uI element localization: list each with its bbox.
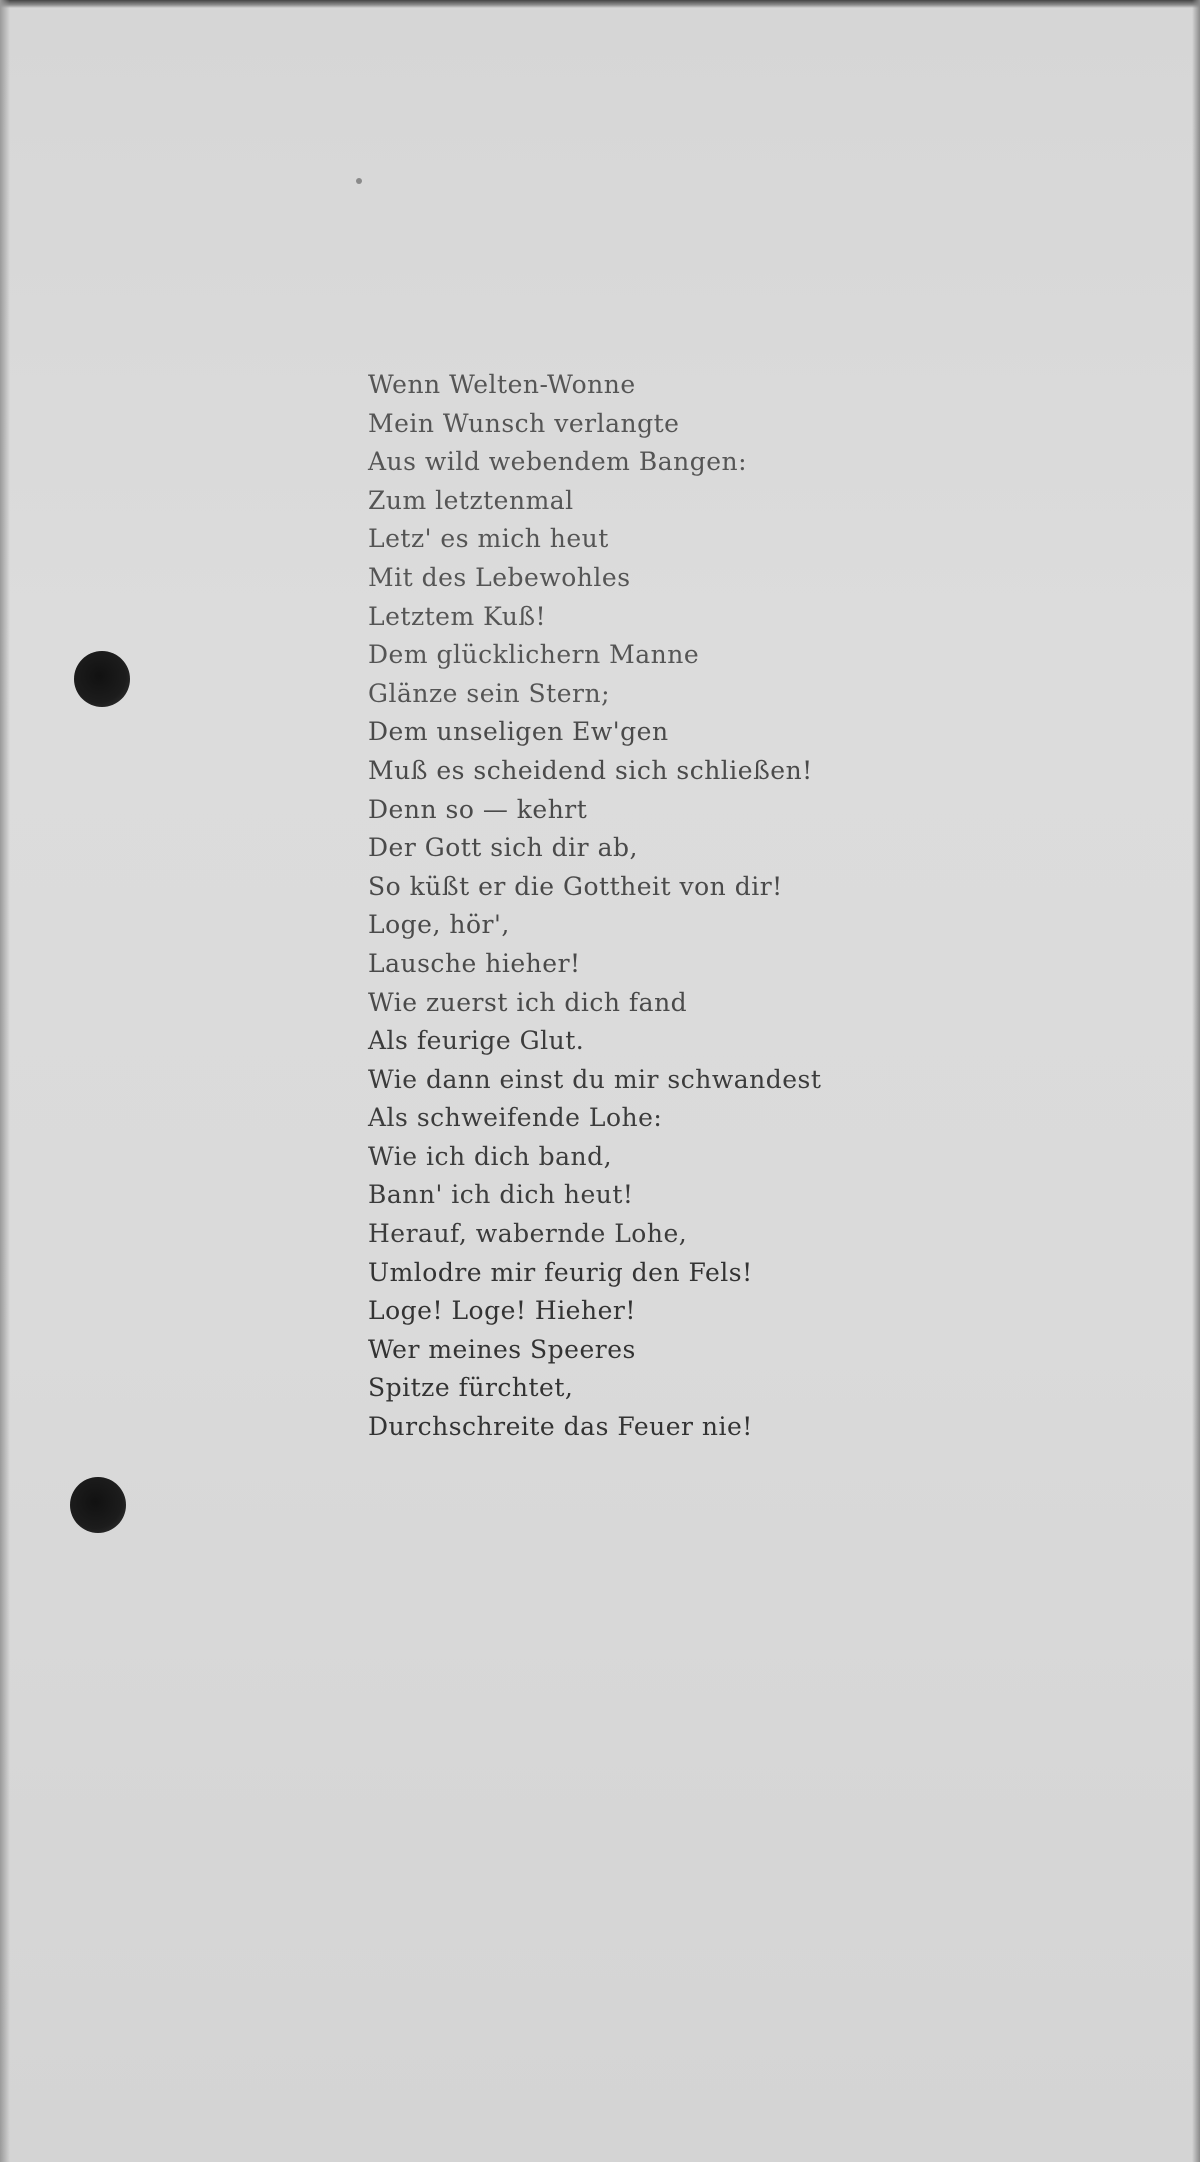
poem-line: Aus wild webendem Bangen: [368, 447, 748, 477]
poem-line: Umlodre mir feurig den Fels! [368, 1257, 753, 1287]
poem-text [368, 366, 1088, 1447]
poem-line: Letz' es mich heut [368, 524, 609, 554]
left-paper-edge [0, 0, 10, 2162]
poem-line: Durchschreite das Feuer nie! [368, 1412, 753, 1442]
poem-line: Letztem Kuß! [368, 601, 547, 631]
poem-line: Denn so — kehrt [368, 794, 588, 824]
poem-line: Mit des Lebewohles [368, 562, 631, 592]
poem-line: Wie zuerst ich dich fand [368, 987, 688, 1017]
punch-hole-upper [74, 651, 130, 707]
poem-line: Bann' ich dich heut! [368, 1180, 634, 1210]
poem-line: Lausche hieher! [368, 948, 581, 978]
poem-line: Wenn Welten-Wonne [368, 370, 636, 399]
poem-line: Als feurige Glut. [368, 1026, 585, 1056]
poem-line: Spitze fürchtet, [368, 1373, 574, 1403]
poem-line: Als schweifende Lohe: [368, 1103, 663, 1133]
top-edge-shadow [0, 0, 1200, 8]
paper-speck [356, 178, 362, 184]
poem-line: Loge, hör', [368, 910, 510, 940]
poem-line: Mein Wunsch verlangte [368, 408, 680, 438]
poem-line: Glänze sein Stern; [368, 678, 610, 708]
right-paper-edge [1192, 0, 1200, 2162]
poem-line: Muß es scheidend sich schließen! [368, 755, 813, 785]
poem-line: Zum letztenmal [368, 485, 574, 515]
poem-line: Wie ich dich band, [368, 1141, 613, 1171]
poem-line: Wie dann einst du mir schwandest [368, 1064, 822, 1094]
poem-line: Loge! Loge! Hieher! [368, 1296, 636, 1326]
poem-line: So küßt er die Gottheit von dir! [368, 871, 783, 901]
poem-line: Dem unseligen Ew'gen [368, 717, 669, 747]
poem-line: Herauf, wabernde Lohe, [368, 1219, 688, 1249]
poem-line: Dem glücklichern Manne [368, 640, 700, 670]
poem-line: Der Gott sich dir ab, [368, 833, 638, 863]
punch-hole-lower [70, 1477, 126, 1533]
poem-line: Wer meines Speeres [368, 1334, 636, 1364]
